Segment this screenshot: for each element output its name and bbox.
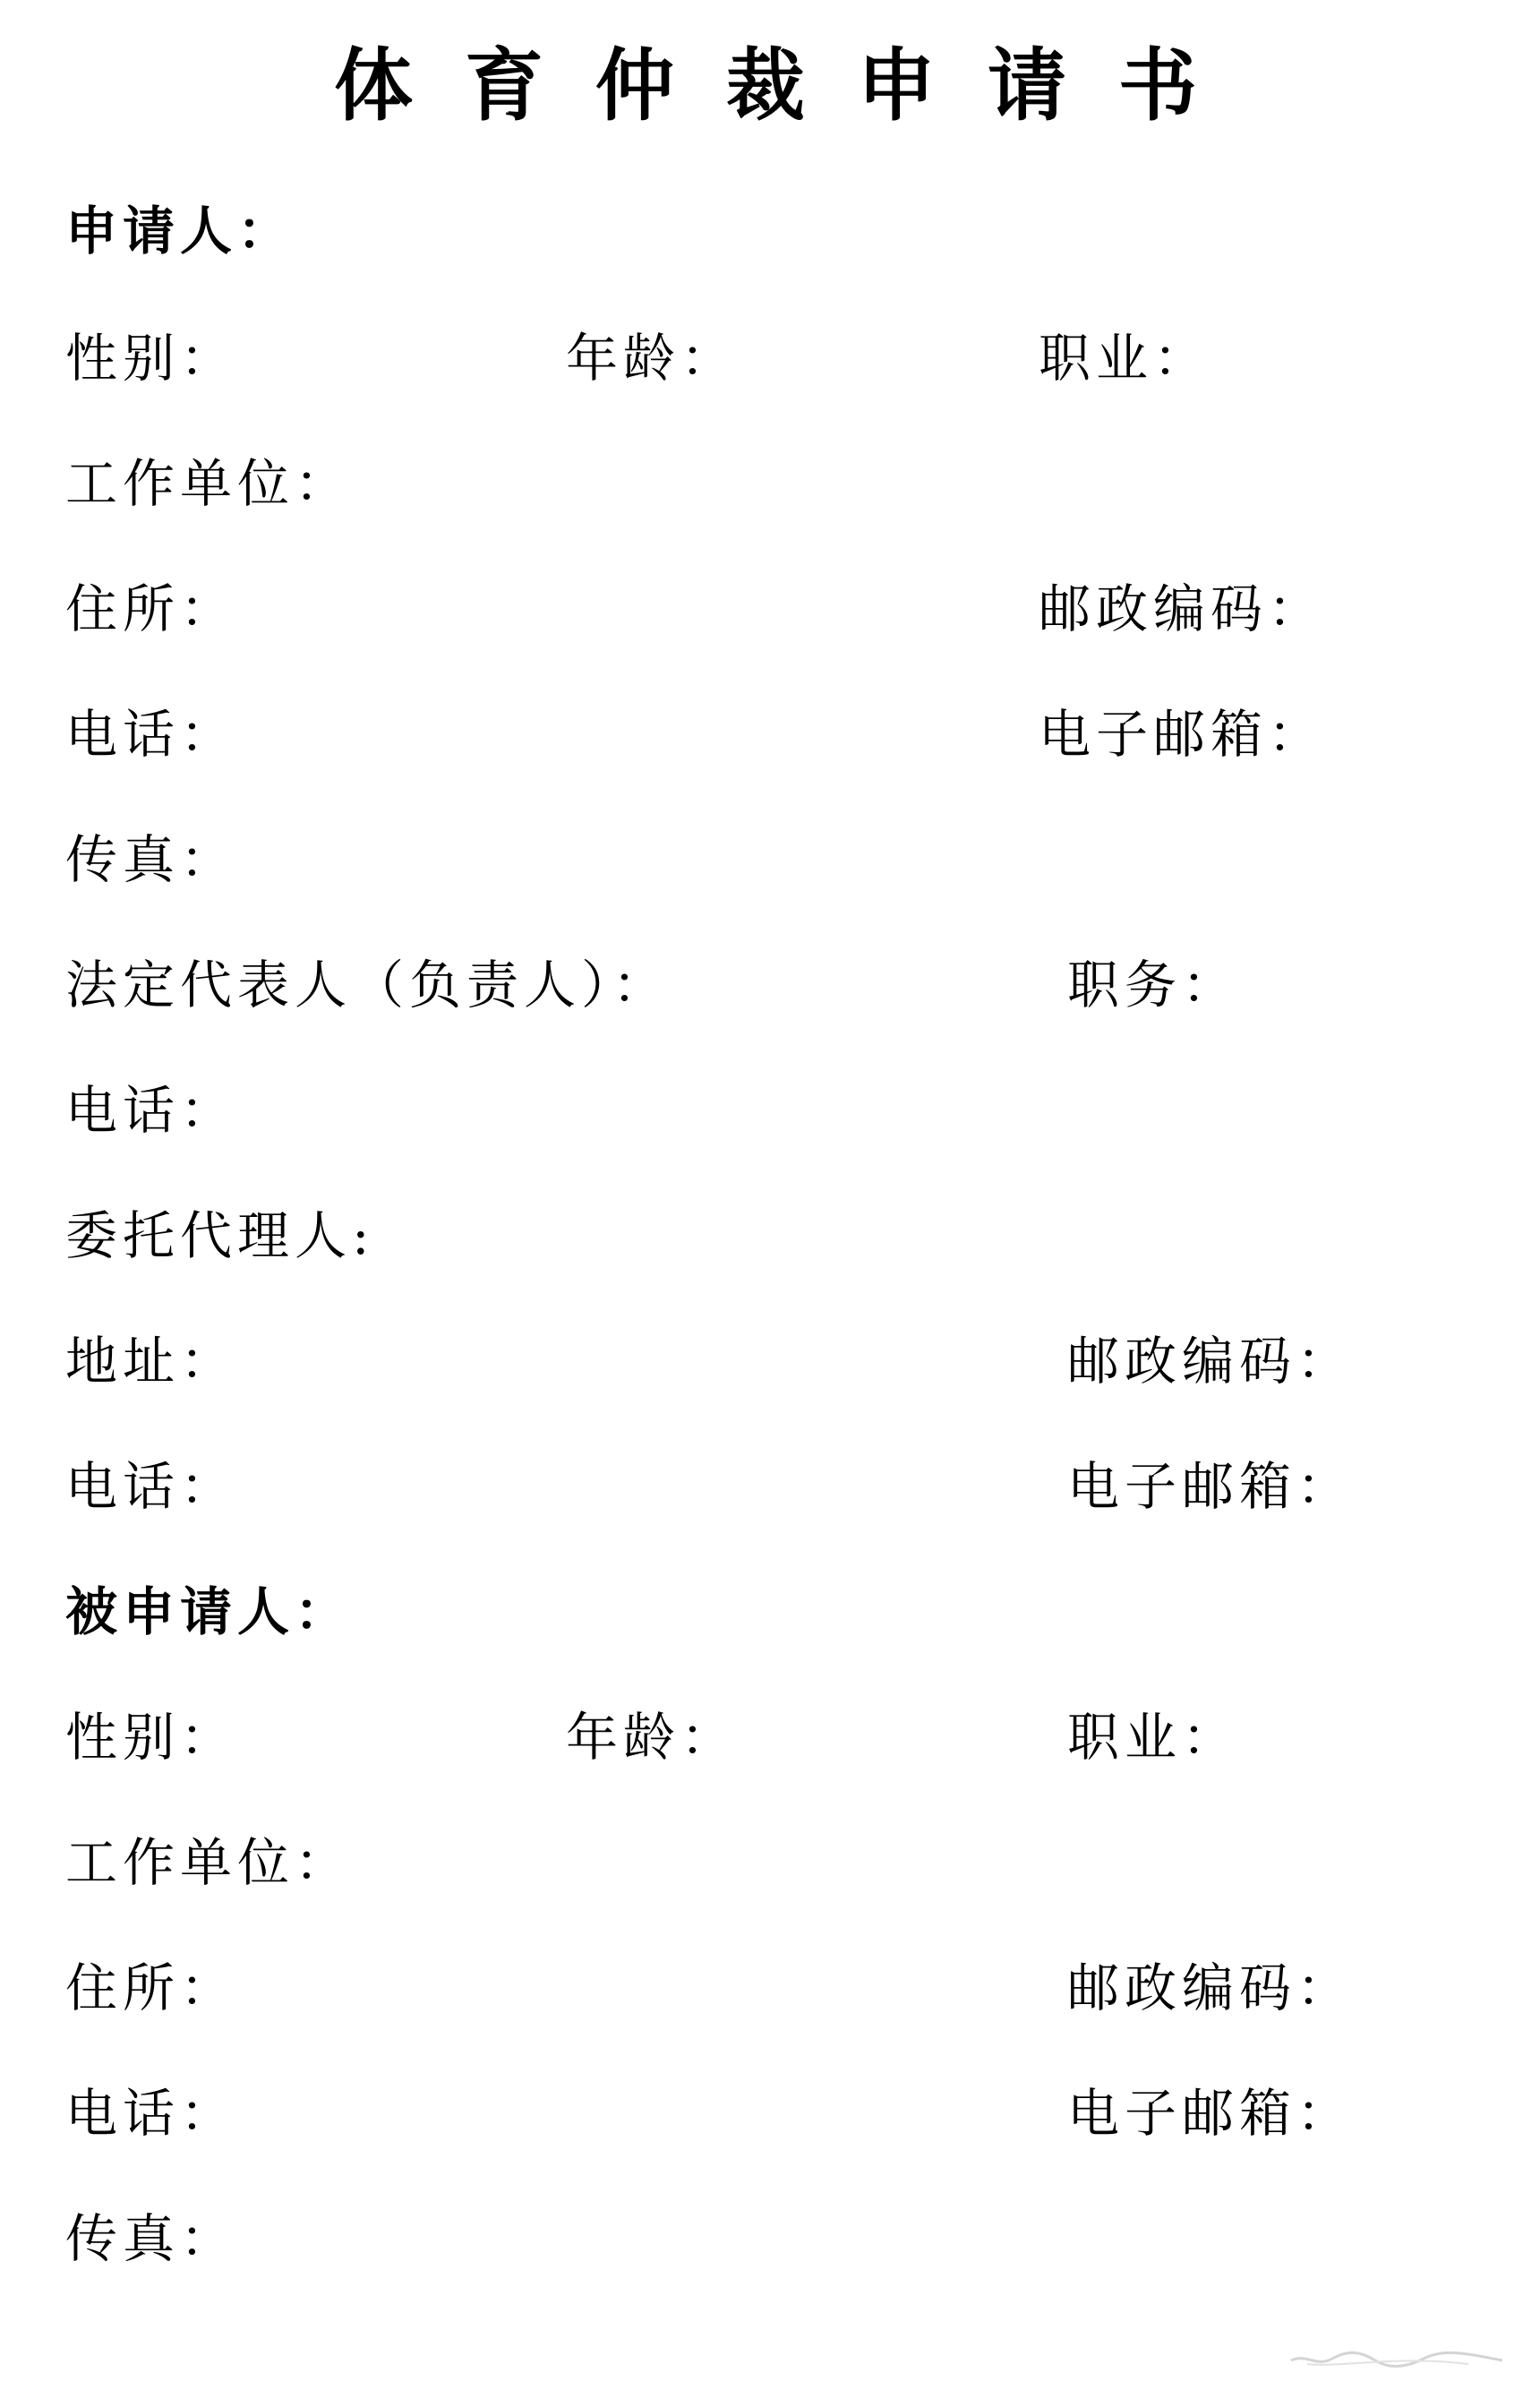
- legal-representative-position-label: 职务：: [1067, 955, 1240, 1015]
- legal-representative-phone-label: 电话：: [65, 1080, 238, 1141]
- respondent-residence-label: 住所：: [65, 1957, 238, 2018]
- applicant-workplace-label: 工作单位：: [65, 453, 353, 514]
- agent-label: 委托代理人:: [65, 1205, 375, 1266]
- watermark-scribble: [1289, 2348, 1504, 2371]
- applicant-occupation-label: 职业：: [1039, 328, 1211, 389]
- applicant-postal-code-label: 邮政编码：: [1039, 578, 1326, 639]
- respondent-occupation-label: 职业：: [1067, 1707, 1240, 1768]
- agent-email-label: 电子邮箱：: [1067, 1456, 1355, 1517]
- applicant-age-label: 年龄：: [566, 328, 739, 389]
- applicant-gender-label: 性别：: [65, 328, 238, 389]
- respondent-fax-label: 传真：: [65, 2208, 238, 2269]
- respondent-phone-label: 电话：: [65, 2083, 238, 2144]
- respondent-postal-code-label: 邮政编码：: [1067, 1957, 1355, 2018]
- applicant-residence-label: 住所：: [65, 578, 238, 639]
- legal-representative-label: 法定代表人（负责人）：: [65, 955, 671, 1015]
- respondent-email-label: 电子邮箱：: [1067, 2083, 1355, 2144]
- respondent-heading: 被申请人：: [65, 1581, 353, 1642]
- respondent-age-label: 年龄：: [566, 1707, 739, 1768]
- agent-postal-code-label: 邮政编码：: [1067, 1331, 1355, 1392]
- applicant-heading: 申请人：: [65, 201, 295, 261]
- applicant-fax-label: 传真：: [65, 829, 238, 890]
- respondent-gender-label: 性别：: [65, 1707, 238, 1768]
- respondent-workplace-label: 工作单位：: [65, 1832, 353, 1893]
- applicant-phone-label: 电话：: [65, 704, 238, 765]
- applicant-email-label: 电子邮箱：: [1039, 704, 1326, 765]
- document-title: 体育仲裁申请书: [333, 39, 1249, 132]
- agent-phone-label: 电话：: [65, 1456, 238, 1517]
- agent-address-label: 地址：: [65, 1331, 238, 1392]
